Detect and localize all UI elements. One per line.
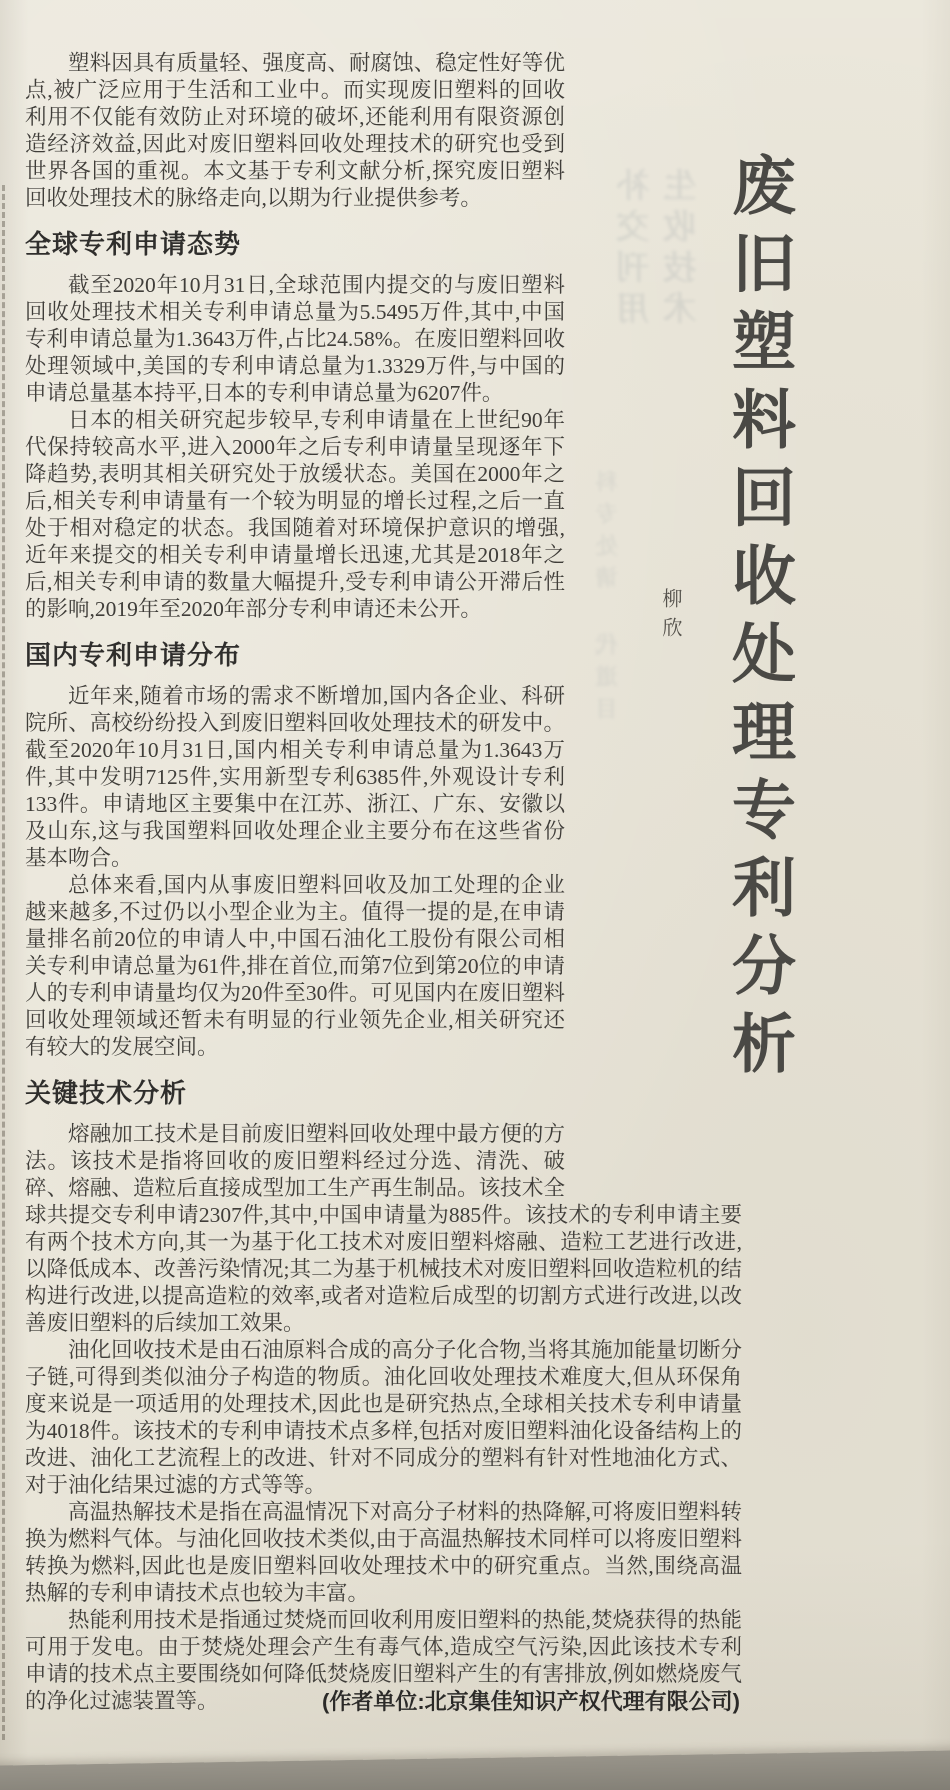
ghost-showthrough-middle: 科专处请 代道目 — [595, 470, 620, 729]
scan-bottom-edge — [0, 1750, 950, 1790]
article-title-vertical: 废旧塑料回收处理专利分析 — [723, 152, 794, 1088]
paragraph-domestic-1: 近年来,随着市场的需求不断增加,国内各企业、科研院所、高校纷纷投入到废旧塑料回收处理技术的研发中。截至2020年10月31日,国内相关专利申请总量为1.3643万件,其中发明7125件,实用新型专利6385件,外观设计专利133件。申请地区主要集中在江苏、浙江、广东、安徽以及山东,这与我国塑料回收处理企业主要分布在这些省份基本吻合。 — [25, 684, 565, 870]
paragraph-global-1: 截至2020年10月31日,全球范围内提交的与废旧塑料回收处理技术相关专利申请总量为5.5495万件,其中,中国专利申请总量为1.3643万件,占比24.58%。在废旧塑料回收处理领域中,美国的专利申请总量为1.3329万件,与中国的申请总量基本持平,日本的专利申请总量为6207件。 — [25, 273, 565, 405]
paragraph-tech-pyrolysis: 高温热解技术是指在高温情况下对高分子材料的热降解,可将废旧塑料转换为燃料气体。与油化回收技术类似,由于高温热解技术同样可以将废旧塑料转换为燃料,因此也是废旧塑料回收处理技术中的研究重点。当然,围绕高温热解的专利申请技术点也较为丰富。 — [25, 1500, 742, 1605]
paragraph-domestic-2: 总体来看,国内从事废旧塑料回收及加工处理的企业越来越多,不过仍以小型企业为主。值得一提的是,在申请量排名前20位的申请人中,中国石油化工股份有限公司相关专利申请总量为61件,排在首位,而第7位到第20位的申请人的专利申请量均仅为20件至30件。可见国内在废旧塑料回收处理领域还暂未有明显的行业领先企业,相关研究还有较大的发展空间。 — [25, 873, 565, 1059]
paragraph-tech-melting: 熔融加工技术是目前废旧塑料回收处理中最方便的方法。该技术是指将回收的废旧塑料经过分选、清洗、破碎、熔融、造粒后直接成型加工生产再生制品。该技术全球共提交专利申请2307件,其中,中国申请量为885件。该技术的专利申请主要有两个技术方向,其一为基于化工技术对废旧塑料熔融、造粒工艺进行改进,以降低成本、改善污染情况;其二为基于机械技术对废旧塑料回收造粒机的结构进行改进,以提高造粒的效率,或者对造粒后成型的切割方式进行改进,以改善废旧塑料的后续加工效果。 — [25, 1122, 742, 1335]
article-author: 柳欣 — [659, 588, 681, 646]
author-affiliation: (作者单位:北京集佳知识产权代理有限公司) — [322, 1689, 740, 1714]
section-heading-domestic-distribution: 国内专利申请分布 — [25, 640, 242, 670]
ghost-showthrough-top: 补交刊用 生收技术 — [618, 168, 701, 332]
page-left-perforation — [2, 185, 5, 1740]
title-column-spacer — [565, 50, 742, 1185]
section-heading-global-trend: 全球专利申请态势 — [25, 229, 242, 259]
section-heading-key-technology: 关键技术分析 — [25, 1078, 188, 1108]
paragraph-tech-thermal-energy: 热能利用技术是指通过焚烧而回收利用废旧塑料的热能,焚烧获得的热能可用于发电。由于焚烧处理会产生有毒气体,造成空气污染,因此该技术专利申请的技术点主要围绕如何降低焚烧废旧塑料产生的有害排放,例如燃烧废气的净化过滤装置等。 — [25, 1608, 742, 1713]
paragraph-tech-oil-recovery: 油化回收技术是由石油原料合成的高分子化合物,当将其施加能量切断分子链,可得到类似油分子构造的物质。油化回收处理技术难度大,但从环保角度来说是一项适用的处理技术,因此也是研究热点,全球相关技术专利申请量为4018件。该技术的专利申请技术点多样,包括对废旧塑料油化设备结构上的改进、油化工艺流程上的改进、针对不同成分的塑料有针对性地油化方式、对于油化结果过滤的方式等等。 — [25, 1338, 742, 1497]
paragraph-global-2: 日本的相关研究起步较早,专利申请量在上世纪90年代保持较高水平,进入2000年之后专利申请量呈现逐年下降趋势,表明其相关研究处于放缓状态。美国在2000年之后,相关专利申请量有一个较为明显的增长过程,之后一直处于相对稳定的状态。我国随着对环境保护意识的增强,近年来提交的相关专利申请量增长迅速,尤其是2018年之后,相关专利申请的数量大幅提升,受专利申请公开滞后性的影响,2019年至2020年部分专利申请还未公开。 — [25, 408, 565, 621]
article-body — [25, 50, 742, 1715]
intro-paragraph: 塑料因具有质量轻、强度高、耐腐蚀、稳定性好等优点,被广泛应用于生活和工业中。而实现废旧塑料的回收利用不仅能有效防止对环境的破坏,还能利用有限资源创造经济效益,因此对废旧塑料回收处理技术的研究也受到世界各国的重视。本文基于专利文献分析,探究废旧塑料回收处理技术的脉络走向,以期为行业提供参考。 — [25, 51, 565, 210]
